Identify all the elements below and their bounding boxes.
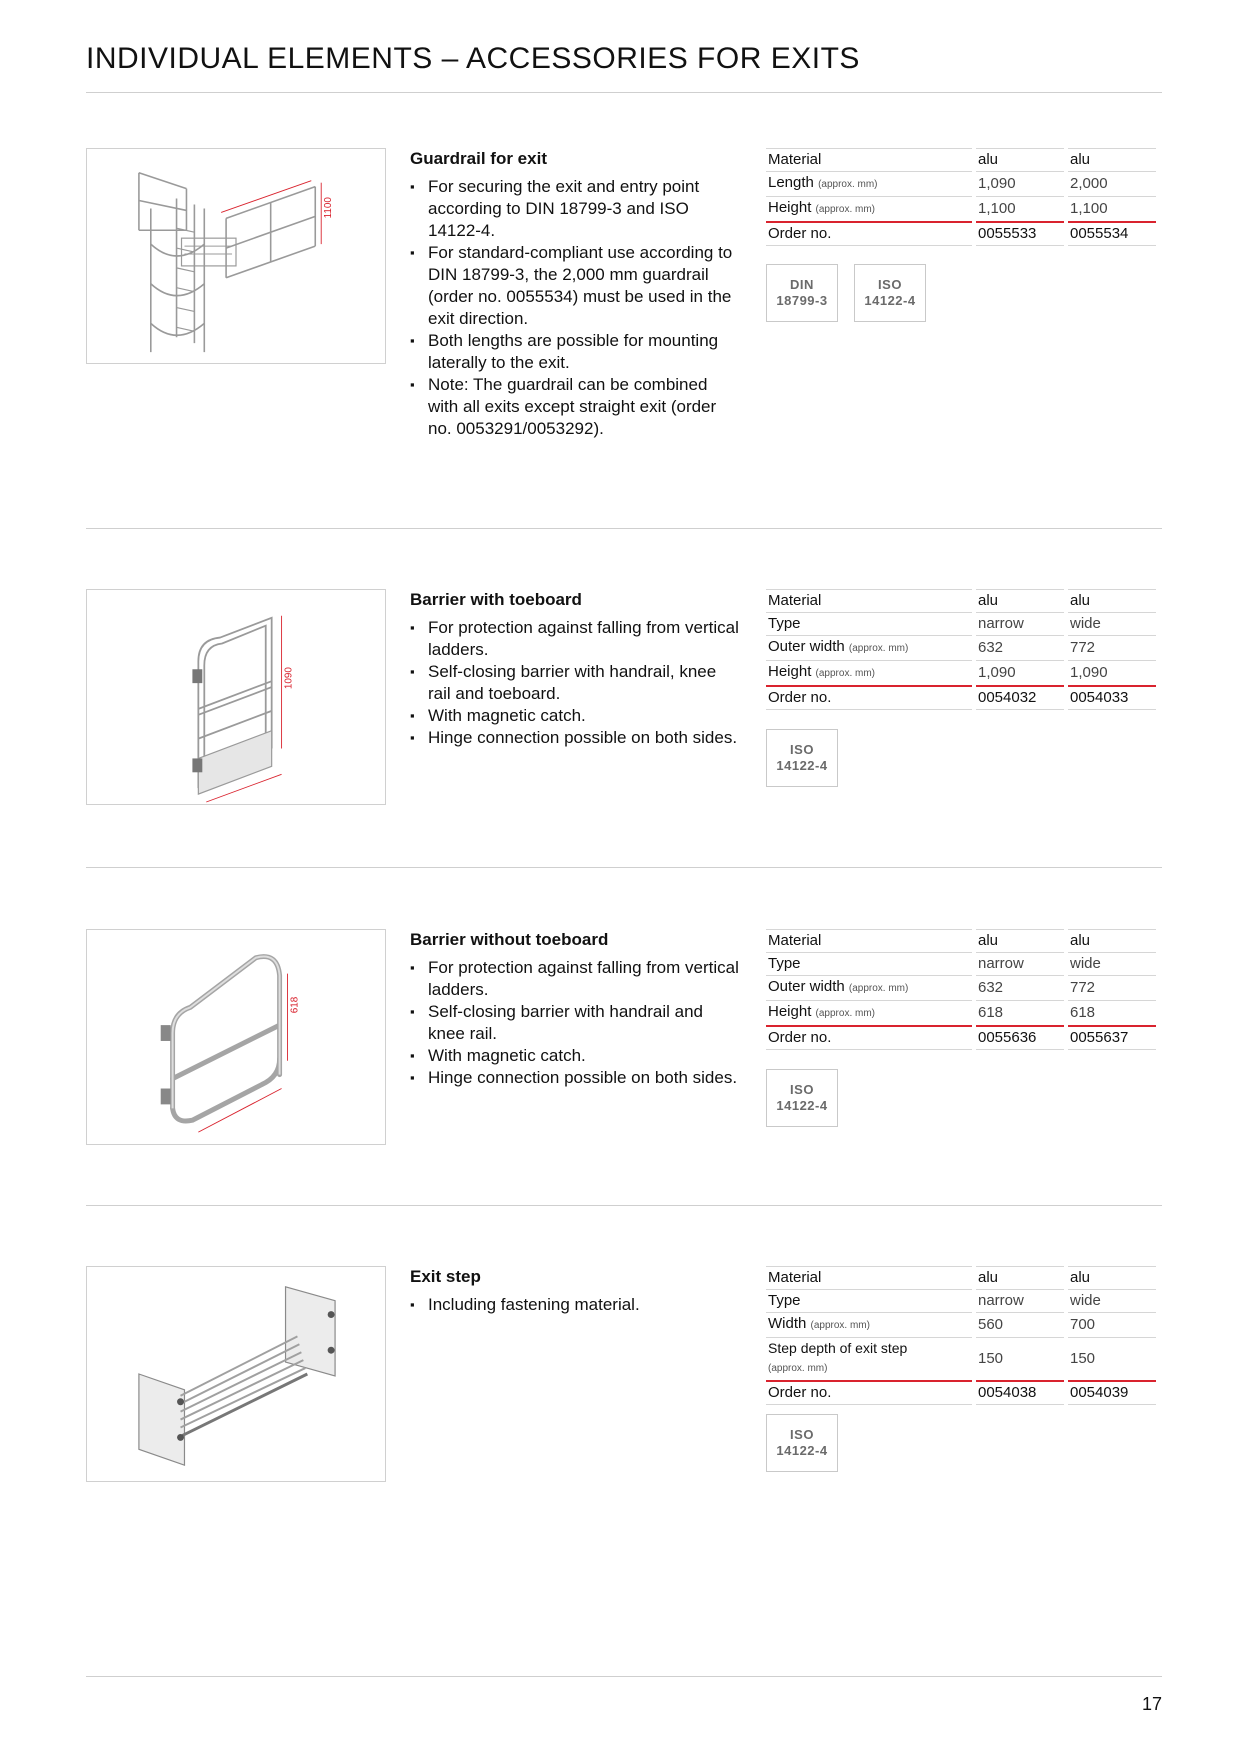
badges xyxy=(766,1414,838,1472)
order-number: 0055533 xyxy=(976,222,1064,246)
bullet-item: ▪ For protection against falling from vertical ladders. xyxy=(410,617,740,661)
guardrail-text xyxy=(410,148,740,440)
value-cell: 150 xyxy=(976,1338,1064,1382)
table-row xyxy=(766,613,1156,636)
label-text: Order no. xyxy=(768,689,832,706)
label-text: Material xyxy=(768,932,822,949)
row-label xyxy=(766,1313,972,1338)
value-cell: 618 xyxy=(1068,1001,1156,1027)
table-row xyxy=(766,1267,1156,1290)
order-number: 0054039 xyxy=(1068,1381,1156,1405)
bullet-item: ▪ For standard-compliant use according to DIN 18799-3, the 2,000 mm guardrail (order no. 0055534) must be used in the exit direction. xyxy=(410,242,740,330)
value-cell: 632 xyxy=(976,976,1064,1001)
value-cell: 1,100 xyxy=(976,197,1064,223)
row-label xyxy=(766,613,972,636)
badge-line: ISO xyxy=(790,742,814,757)
table-row-order xyxy=(766,222,1156,246)
value-cell: 1,090 xyxy=(1068,661,1156,687)
label-text: Length xyxy=(768,174,814,191)
approx-note: (approx. mm) xyxy=(815,1008,875,1019)
value-cell: alu xyxy=(1068,1267,1156,1290)
section-divider xyxy=(86,1205,1162,1206)
approx-note: (approx. mm) xyxy=(815,204,875,215)
barrier-dimension: 618 xyxy=(289,996,301,1014)
spec-table xyxy=(766,148,1156,246)
table-row xyxy=(766,149,1156,172)
row-label xyxy=(766,197,972,223)
label-text: Material xyxy=(768,592,822,609)
bullet-list xyxy=(410,1294,740,1316)
row-label xyxy=(766,222,972,246)
value-cell: 150 xyxy=(1068,1338,1156,1382)
table-row xyxy=(766,197,1156,223)
row-label xyxy=(766,149,972,172)
row-label xyxy=(766,636,972,661)
value-cell: narrow xyxy=(976,1290,1064,1313)
value-cell: alu xyxy=(976,149,1064,172)
bullet-item: ▪ For protection against falling from vertical ladders. xyxy=(410,957,740,1001)
row-label xyxy=(766,976,972,1001)
value-cell: alu xyxy=(1068,590,1156,613)
barrier-dimension: 1090 xyxy=(283,667,295,690)
table-row xyxy=(766,172,1156,197)
guardrail-illustration xyxy=(87,149,385,363)
din-badge xyxy=(766,264,838,322)
row-label xyxy=(766,1001,972,1027)
badge-line: 14122-4 xyxy=(776,1098,828,1113)
exit-step-illustration xyxy=(87,1267,385,1481)
table-row-order xyxy=(766,1381,1156,1405)
row-label xyxy=(766,590,972,613)
barrier-toeboard-text xyxy=(410,589,740,749)
approx-note: (approx. mm) xyxy=(848,643,909,654)
value-cell: 700 xyxy=(1068,1313,1156,1338)
row-label xyxy=(766,953,972,976)
guardrail-image xyxy=(86,148,386,364)
row-label xyxy=(766,1338,972,1382)
label-text: Order no. xyxy=(768,225,832,242)
row-label xyxy=(766,1381,972,1405)
value-cell: 560 xyxy=(976,1313,1064,1338)
spec-table xyxy=(766,1266,1156,1405)
footer-rule xyxy=(86,1676,1162,1677)
badge-line: 18799-3 xyxy=(776,293,828,308)
bullet-item: ▪ With magnetic catch. xyxy=(410,1045,740,1067)
table-row xyxy=(766,1290,1156,1313)
spec-table xyxy=(766,929,1156,1050)
label-text: Type xyxy=(768,615,801,632)
header-rule xyxy=(86,92,1162,93)
iso-badge xyxy=(766,1414,838,1472)
table-row xyxy=(766,590,1156,613)
label-text: Width xyxy=(768,1315,807,1332)
table-row xyxy=(766,636,1156,661)
badge-line: ISO xyxy=(790,1427,814,1442)
bullet-item: ▪ Self-closing barrier with handrail, knee rail and toeboard. xyxy=(410,661,740,705)
approx-note: (approx. mm) xyxy=(810,1320,870,1331)
bullet-item: ▪ For securing the exit and entry point according to DIN 18799-3 and ISO 14122-4. xyxy=(410,176,740,242)
value-cell: alu xyxy=(976,590,1064,613)
spec-table xyxy=(766,589,1156,710)
table-row xyxy=(766,1338,1156,1382)
badges xyxy=(766,729,838,787)
order-number: 0055534 xyxy=(1068,222,1156,246)
badge-line: 14122-4 xyxy=(776,1443,828,1458)
value-cell: alu xyxy=(976,1267,1064,1290)
value-cell: narrow xyxy=(976,613,1064,636)
table-row xyxy=(766,1001,1156,1027)
approx-note: (approx. mm) xyxy=(848,983,909,994)
bullet-item: ▪ Including fastening material. xyxy=(410,1294,740,1316)
iso-badge xyxy=(766,729,838,787)
label-text: Outer width xyxy=(768,638,845,655)
badges xyxy=(766,1069,838,1127)
value-cell: 1,090 xyxy=(976,172,1064,197)
bullet-list xyxy=(410,957,740,1089)
section-divider xyxy=(86,867,1162,868)
label-text: Material xyxy=(768,1269,822,1286)
label-text: Type xyxy=(768,955,801,972)
label-text: Outer width xyxy=(768,978,845,995)
label-text: Type xyxy=(768,1292,801,1309)
product-title: Barrier without toeboard xyxy=(410,930,609,949)
badge-line: 14122-4 xyxy=(864,293,916,308)
bullet-item: ▪ Self-closing barrier with handrail and knee rail. xyxy=(410,1001,740,1045)
product-title: Guardrail for exit xyxy=(410,149,547,168)
badge-line: ISO xyxy=(878,277,902,292)
order-number: 0054033 xyxy=(1068,686,1156,710)
label-text: Order no. xyxy=(768,1384,832,1401)
barrier-no-toeboard-text xyxy=(410,929,740,1089)
row-label xyxy=(766,1290,972,1313)
row-label xyxy=(766,930,972,953)
label-text: Step depth of exit step xyxy=(768,1340,908,1356)
bullet-list xyxy=(410,176,740,440)
bullet-item: ▪ Hinge connection possible on both sides. xyxy=(410,1067,740,1089)
badge-line: DIN xyxy=(790,277,814,292)
badges xyxy=(766,264,926,322)
value-cell: alu xyxy=(1068,930,1156,953)
product-title: Exit step xyxy=(410,1267,481,1286)
row-label xyxy=(766,172,972,197)
barrier-toeboard-image xyxy=(86,589,386,805)
badge-line: 14122-4 xyxy=(776,758,828,773)
product-title: Barrier with toeboard xyxy=(410,590,582,609)
row-label xyxy=(766,686,972,710)
value-cell: alu xyxy=(1068,149,1156,172)
label-text: Material xyxy=(768,151,822,168)
table-row xyxy=(766,930,1156,953)
value-cell: alu xyxy=(976,930,1064,953)
value-cell: 2,000 xyxy=(1068,172,1156,197)
badge-line: ISO xyxy=(790,1082,814,1097)
bullet-item: ▪ Hinge connection possible on both sides. xyxy=(410,727,740,749)
order-number: 0054038 xyxy=(976,1381,1064,1405)
table-row xyxy=(766,1313,1156,1338)
table-row-order xyxy=(766,686,1156,710)
value-cell: 772 xyxy=(1068,976,1156,1001)
order-number: 0054032 xyxy=(976,686,1064,710)
bullet-item: ▪ Both lengths are possible for mounting laterally to the exit. xyxy=(410,330,740,374)
bullet-item: ▪ With magnetic catch. xyxy=(410,705,740,727)
value-cell: 1,100 xyxy=(1068,197,1156,223)
value-cell: 618 xyxy=(976,1001,1064,1027)
approx-note: (approx. mm) xyxy=(815,668,875,679)
barrier-no-toeboard-image xyxy=(86,929,386,1145)
exit-step-image xyxy=(86,1266,386,1482)
iso-badge xyxy=(854,264,926,322)
value-cell: 1,090 xyxy=(976,661,1064,687)
exit-step-text xyxy=(410,1266,740,1316)
label-text: Height xyxy=(768,663,812,680)
approx-note: (approx. mm) xyxy=(768,1363,828,1374)
order-number: 0055637 xyxy=(1068,1026,1156,1050)
guardrail-dimension: 1100 xyxy=(323,197,335,219)
label-text: Order no. xyxy=(768,1029,832,1046)
label-text: Height xyxy=(768,1003,812,1020)
row-label xyxy=(766,1267,972,1290)
value-cell: narrow xyxy=(976,953,1064,976)
page-number: 17 xyxy=(1141,1694,1162,1714)
approx-note: (approx. mm) xyxy=(818,179,878,190)
iso-badge xyxy=(766,1069,838,1127)
value-cell: wide xyxy=(1068,953,1156,976)
value-cell: wide xyxy=(1068,1290,1156,1313)
page-title: INDIVIDUAL ELEMENTS – ACCESSORIES FOR EXITS xyxy=(86,42,860,75)
table-row-order xyxy=(766,1026,1156,1050)
table-row xyxy=(766,661,1156,687)
row-label xyxy=(766,1026,972,1050)
table-row xyxy=(766,953,1156,976)
row-label xyxy=(766,661,972,687)
value-cell: wide xyxy=(1068,613,1156,636)
table-row xyxy=(766,976,1156,1001)
barrier-no-toeboard-illustration xyxy=(87,930,385,1144)
value-cell: 772 xyxy=(1068,636,1156,661)
barrier-toeboard-illustration xyxy=(87,590,385,804)
section-divider xyxy=(86,528,1162,529)
bullet-item: ▪ Note: The guardrail can be combined with all exits except straight exit (order no. 0053291/0053292). xyxy=(410,374,740,440)
label-text: Height xyxy=(768,199,812,216)
bullet-list xyxy=(410,617,740,749)
value-cell: 632 xyxy=(976,636,1064,661)
order-number: 0055636 xyxy=(976,1026,1064,1050)
